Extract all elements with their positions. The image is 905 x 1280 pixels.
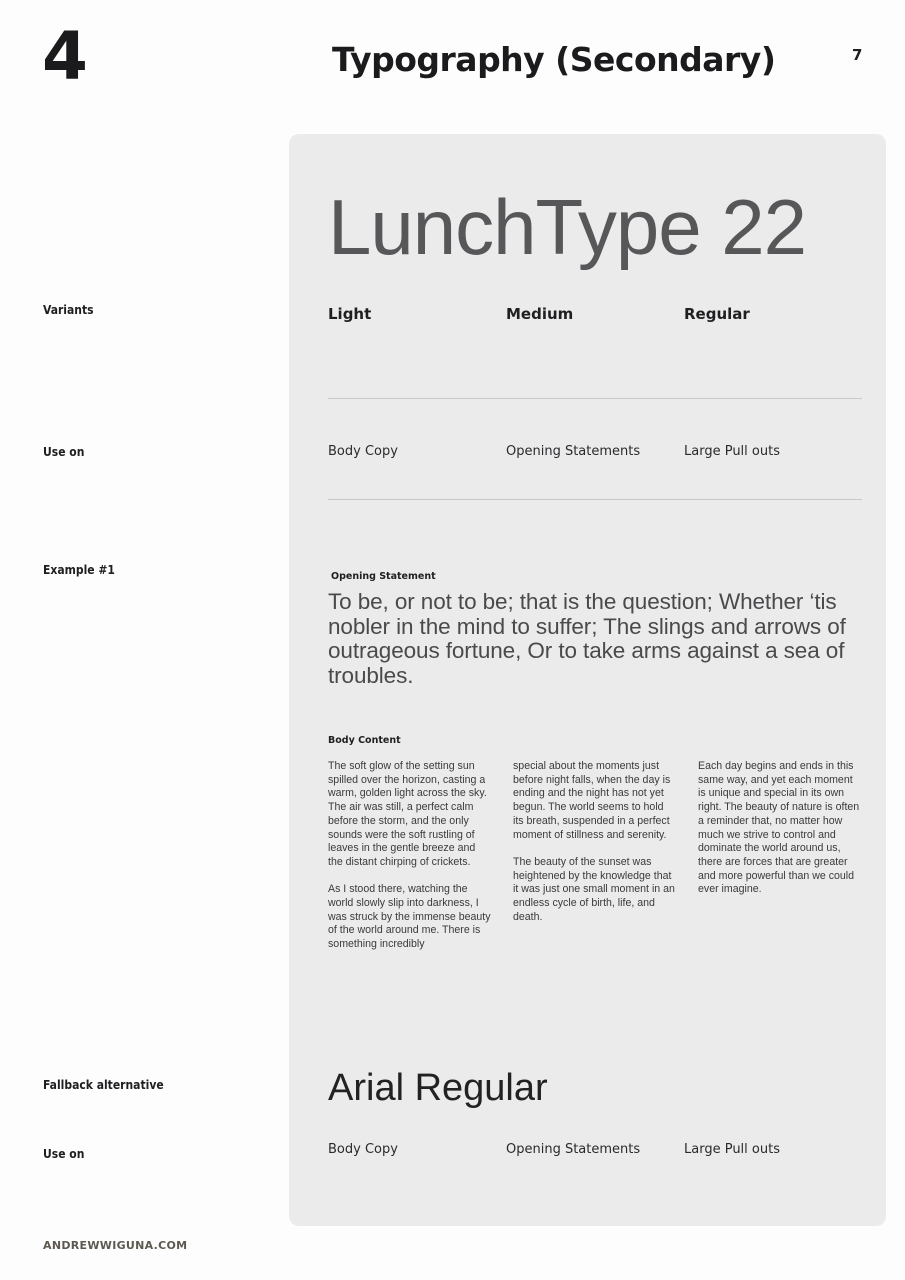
body-paragraph: The beauty of the sunset was heightened by the knowledge that it was just one small moment in an endless cycle of birth, life, and death.	[513, 855, 675, 923]
footer-site-link[interactable]: ANDREWWIGUNA.COM	[43, 1239, 188, 1252]
example-label: Example #1	[43, 563, 115, 577]
body-column-3	[698, 760, 862, 911]
fallback-use-on-opening-statements: Opening Statements	[506, 1142, 641, 1157]
body-content-heading: Body Content	[328, 735, 401, 746]
use-on-opening-statements: Opening Statements	[506, 444, 641, 459]
opening-statement-heading: Opening Statement	[331, 571, 436, 582]
variant-regular: Regular	[684, 305, 750, 323]
font-name-display: LunchType 22	[328, 183, 807, 271]
page-title: Typography (Secondary)	[332, 40, 776, 79]
body-paragraph: As I stood there, watching the world slowly slip into darkness, I was struck by the immense beauty of the world around me. There is something incredibly	[328, 883, 491, 951]
section-number: 4	[42, 18, 86, 95]
variants-label: Variants	[43, 303, 94, 317]
divider	[328, 398, 862, 399]
body-column-1	[328, 760, 492, 966]
body-paragraph: The soft glow of the setting sun spilled over the horizon, casting a warm, golden light across the sky. The air was still, a perfect calm before the storm, and the only sounds were the soft rustling of leaves in the gentle breeze and the distant chirping of crickets.	[328, 760, 487, 868]
variant-medium: Medium	[506, 305, 574, 323]
fallback-label: Fallback alternative	[43, 1078, 164, 1092]
use-on-large-pull-outs: Large Pull outs	[684, 444, 780, 459]
fallback-use-on-large-pull-outs: Large Pull outs	[684, 1142, 780, 1157]
body-column-2	[513, 760, 677, 938]
opening-statement-text: To be, or not to be; that is the question; Whether ‘tis nobler in the mind to suffer; The slings and arrows of outrageous fortune, Or to take arms against a sea of troubles.	[328, 589, 846, 688]
use-on-label: Use on	[43, 445, 85, 459]
body-paragraph: special about the moments just before night falls, when the day is ending and the night has not yet begun. The world seems to hold its breath, suspended in a perfect moment of stillness and serenity.	[513, 760, 671, 841]
page-number: 7	[852, 46, 863, 64]
fallback-use-on-body-copy: Body Copy	[328, 1142, 398, 1157]
body-paragraph: Each day begins and ends in this same way, and yet each moment is unique and special in its own right. The beauty of nature is often a reminder that, no matter how much we strive to control and dominate the world around us, there are forces that are greater and more powerful than we could ever imagine.	[698, 760, 860, 896]
fallback-font-name: Arial Regular	[328, 1067, 548, 1109]
variant-light: Light	[328, 305, 372, 323]
divider	[328, 499, 862, 500]
use-on-body-copy: Body Copy	[328, 444, 398, 459]
fallback-use-on-label: Use on	[43, 1147, 85, 1161]
